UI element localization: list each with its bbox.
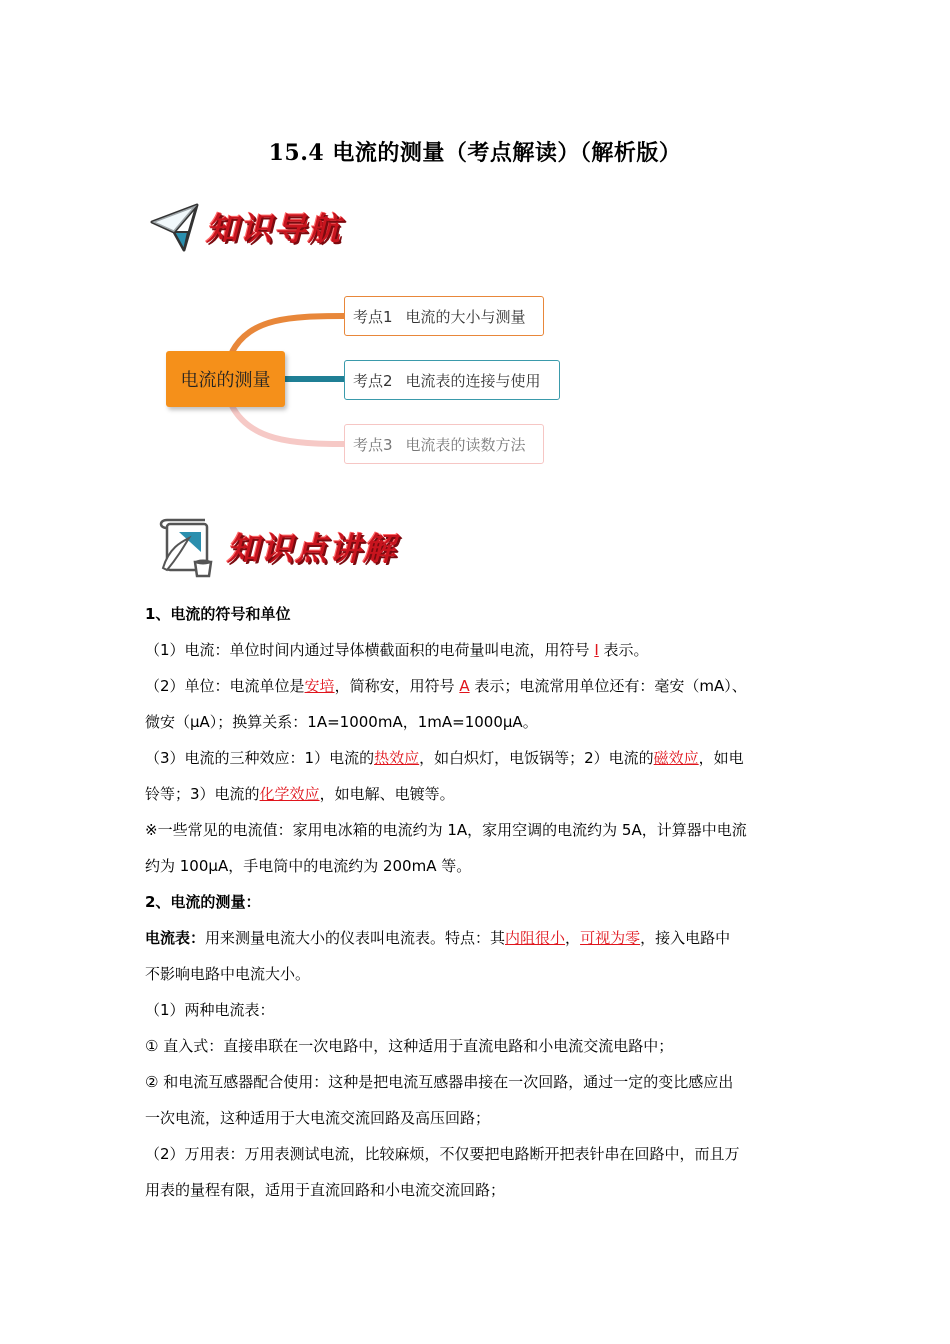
paragraph: （2）万用表：万用表测试电流，比较麻烦，不仅要把电路断开把表针串在回路中，而且万 — [145, 1145, 740, 1163]
node-label: 电流的大小与测量 — [405, 307, 526, 326]
paragraph: 一次电流，这种适用于大电流交流回路及高压回路； — [145, 1109, 491, 1127]
page-title: 15.4 电流的测量（考点解读）（解析版） — [268, 140, 682, 166]
mindmap-node-3 — [344, 424, 544, 464]
paragraph: （1）两种电流表： — [145, 1001, 275, 1019]
text: ，如白炽灯，电饭锅等；2）电流的 — [419, 749, 654, 767]
knowledge-explanation-banner — [155, 516, 415, 580]
text: 用来测量电流大小的仪表叫电流表。特点：其 — [205, 929, 506, 947]
connector-3 — [232, 406, 344, 444]
paragraph: 微安（μA）；换算关系：1A=1000mA，1mA=1000μA。 — [145, 713, 538, 731]
connector-1 — [232, 316, 344, 352]
mindmap-center-node: 电流的测量 — [166, 351, 285, 407]
paragraph — [145, 632, 807, 668]
node-label: 电流表的连接与使用 — [405, 371, 541, 390]
mindmap-node-2 — [344, 360, 560, 400]
text: ，如电 — [698, 749, 744, 767]
mindmap-node-1 — [344, 296, 544, 336]
paragraph — [145, 776, 807, 812]
node-number: 考点3 — [353, 435, 393, 454]
paragraph: 约为 100μA，手电筒中的电流约为 200mA 等。 — [145, 857, 472, 875]
scroll-quill-icon — [155, 518, 217, 580]
answer-blank: 化学效应 — [259, 785, 320, 803]
text: ，简称安，用符号 — [334, 677, 460, 695]
paragraph — [145, 740, 807, 776]
answer-blank: 磁效应 — [653, 749, 699, 767]
answer-blank: 热效应 — [374, 749, 420, 767]
node-number: 考点1 — [353, 307, 393, 326]
text: 表示；电流常用单位还有：毫安（mA）、 — [469, 677, 747, 695]
paragraph: ② 和电流互感器配合使用：这种是把电流互感器串接在一次回路，通过一定的变比感应出 — [145, 1073, 734, 1091]
answer-blank: A — [459, 677, 470, 695]
answer-blank: 内阻很小 — [505, 929, 566, 947]
term-label: 电流表： — [145, 929, 206, 947]
section-1-heading: 1、电流的符号和单位 — [145, 605, 291, 623]
node-label: 电流表的读数方法 — [405, 435, 526, 454]
text: 铃等；3）电流的 — [145, 785, 260, 803]
answer-blank: 可视为零 — [580, 929, 641, 947]
document-body — [145, 596, 807, 1208]
knowledge-explanation-title: 知识点讲解 — [227, 530, 398, 568]
answer-blank: I — [594, 641, 599, 659]
paragraph: ① 直入式：直接串联在一次电路中，这种适用于直流电路和小电流交流电路中； — [145, 1037, 674, 1055]
paragraph — [145, 668, 807, 704]
text: ，接入电路中 — [640, 929, 731, 947]
text: ， — [565, 929, 581, 947]
text: （3）电流的三种效应：1）电流的 — [145, 749, 375, 767]
text: 表示。 — [598, 641, 649, 659]
text: （1）电流：单位时间内通过导体横截面积的电荷量叫电流，用符号 — [145, 641, 595, 659]
answer-blank: 安培 — [304, 677, 335, 695]
text: ，如电解、电镀等。 — [319, 785, 455, 803]
section-2-heading: 2、电流的测量： — [145, 893, 261, 911]
paragraph: 用表的量程有限，适用于直流回路和小电流交流回路； — [145, 1181, 506, 1199]
paragraph — [145, 920, 807, 956]
paragraph: 不影响电路中电流大小。 — [145, 965, 311, 983]
text: （2）单位：电流单位是 — [145, 677, 305, 695]
knowledge-navigation-title: 知识导航 — [206, 210, 343, 248]
paragraph: ※一些常见的电流值：家用电冰箱的电流约为 1A，家用空调的电流约为 5A，计算器中电流 — [145, 821, 747, 839]
node-number: 考点2 — [353, 371, 393, 390]
